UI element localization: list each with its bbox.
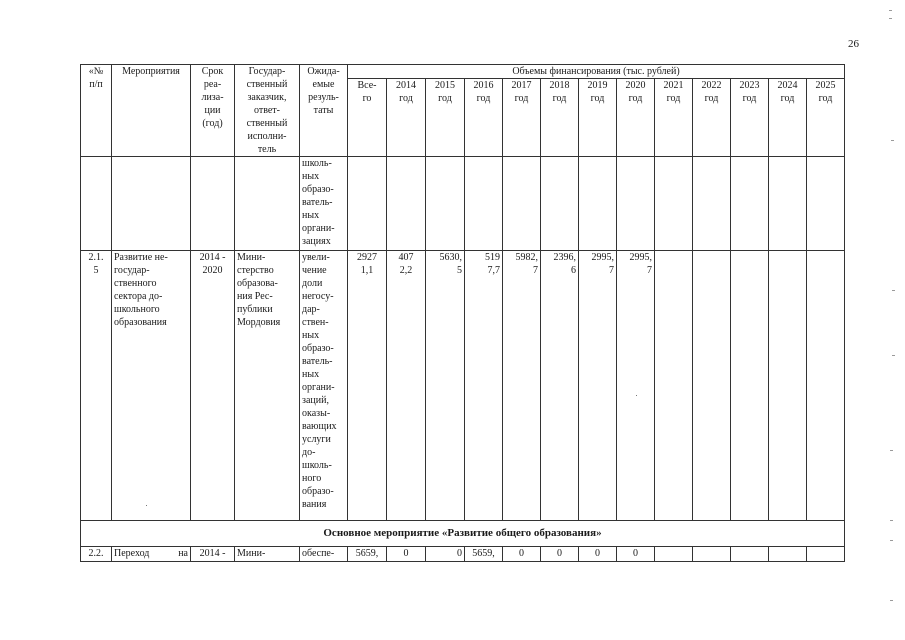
cell-2023	[731, 547, 769, 562]
col-header-2025: 2025 год	[807, 79, 845, 157]
cell-event: Развитие не- государ- ственного сектора до- школьного образования	[112, 251, 191, 521]
col-header-term: Срок реа- лиза- ции (год)	[191, 65, 235, 157]
section-row	[81, 521, 845, 547]
cell-2015: 5630, 5	[426, 251, 465, 521]
cell-total: 2927 1,1	[348, 251, 387, 521]
cell-expected: увели- чение доли негосу- дар- ствен- ных образо- ватель- ных органи- заций, оказы- вающих услуги до- школь- ного образо- вания	[300, 251, 348, 521]
cell-2020: 0	[617, 547, 655, 562]
col-header-2022: 2022 год	[693, 79, 731, 157]
cell-2019: 0	[579, 547, 617, 562]
col-header-2014: 2014 год	[387, 79, 426, 157]
cell-2018: 0	[541, 547, 579, 562]
cell-term: 2014 -	[191, 547, 235, 562]
cell-event: Переход на	[112, 547, 191, 562]
scan-margin-marks	[884, 0, 904, 640]
header-row-1	[81, 65, 845, 79]
cell-term	[191, 157, 235, 251]
cell-2022	[693, 251, 731, 521]
col-header-2017: 2017 год	[503, 79, 541, 157]
col-header-2020: 2020 год	[617, 79, 655, 157]
cell-2021	[655, 251, 693, 521]
cell-num: 2.2.	[81, 547, 112, 562]
cell-event	[112, 157, 191, 251]
cell-2025	[807, 547, 845, 562]
cell-customer: Мини-	[235, 547, 300, 562]
cell-2017: 5982, 7	[503, 251, 541, 521]
cell-2023	[731, 251, 769, 521]
cell-customer: Мини- стерство образова- ния Рес- публики Мордовия	[235, 251, 300, 521]
cell-2019: 2995, 7	[579, 251, 617, 521]
scan-speck	[146, 505, 147, 506]
cell-2022	[693, 547, 731, 562]
cell-2024	[769, 547, 807, 562]
cell-2016: 5659,	[465, 547, 503, 562]
col-header-2015: 2015 год	[426, 79, 465, 157]
page-number: 26	[848, 38, 859, 50]
funding-table	[80, 64, 845, 562]
cell-total: 5659,	[348, 547, 387, 562]
table-row-2-1-5	[81, 251, 845, 521]
table-row-continuation	[81, 157, 845, 251]
section-title: Основное мероприятие «Развитие общего образования»	[81, 521, 845, 547]
col-header-2018: 2018 год	[541, 79, 579, 157]
scan-speck	[636, 395, 637, 396]
cell-expected: школь- ных образо- ватель- ных органи- зациях	[300, 157, 348, 251]
cell-term: 2014 - 2020	[191, 251, 235, 521]
col-header-customer: Государ- ственный заказчик, ответ- ственный исполни- тель	[235, 65, 300, 157]
cell-2024	[769, 251, 807, 521]
col-header-funding: Объемы финансирования (тыс. рублей)	[348, 65, 845, 79]
col-header-2019: 2019 год	[579, 79, 617, 157]
col-header-num: «№ п/п	[81, 65, 112, 157]
col-header-expected: Ожида- емые резуль- таты	[300, 65, 348, 157]
cell-2018: 2396, 6	[541, 251, 579, 521]
cell-num: 2.1. 5	[81, 251, 112, 521]
col-header-2024: 2024 год	[769, 79, 807, 157]
cell-expected: обеспе-	[300, 547, 348, 562]
col-header-2023: 2023 год	[731, 79, 769, 157]
cell-2016: 519 7,7	[465, 251, 503, 521]
cell-2021	[655, 547, 693, 562]
col-header-event: Мероприятия	[112, 65, 191, 157]
cell-2015: 0	[426, 547, 465, 562]
cell-2014: 0	[387, 547, 426, 562]
col-header-total: Все- го	[348, 79, 387, 157]
cell-2017: 0	[503, 547, 541, 562]
cell-customer	[235, 157, 300, 251]
col-header-2016: 2016 год	[465, 79, 503, 157]
cell-2025	[807, 251, 845, 521]
table-row-2-2	[81, 547, 845, 562]
cell-2014: 407 2,2	[387, 251, 426, 521]
cell-num	[81, 157, 112, 251]
col-header-2021: 2021 год	[655, 79, 693, 157]
cell-2020: 2995, 7	[617, 251, 655, 521]
